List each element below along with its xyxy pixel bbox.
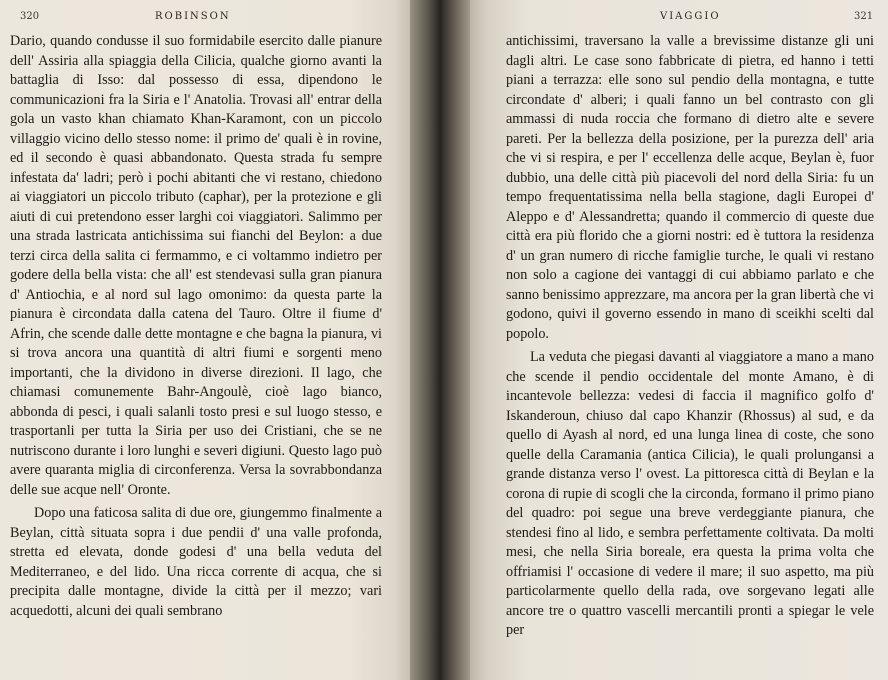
running-head: ROBINSON bbox=[155, 11, 231, 22]
page-body bbox=[506, 32, 874, 645]
book-gutter bbox=[410, 0, 470, 680]
paragraph: Dario, quando condusse il suo formidabile esercito dalle pianure dell' Assiria alla spiaggia della Cilicia, qualche giorno avanti la battaglia di Isso: dal possesso di essa, dipendono le communicazioni fra la Siria e l' Anatolia. Trovasi all' entrar della gola un vasto khan chiamato Khan-Karamont, con un piccolo villaggio vicino dello stesso nome: il primo de' quali è in rovine, ed il secondo è quasi abbandonato. Questa strada fu sempre infestata da' ladri; però i pochi abitanti che vi restano, chiedono ai viaggiatori un piccolo tributo (caphar), per la protezione e gli aiuti di cui pretendono esser larghi coi viaggiatori. Salimmo per una strada lastricata antichissima sui fianchi del Beylon: a due terzi circa della salita ci fermammo, e ci voltammo indietro per godere della bella vista: che all' est stendevasi sulla gran pianura d' Antiochia, e al nord sul lago omonimo: da questa parte la pianura è circondata dalla catena del Tauro. Oltre il fiume d' Afrin, che scende dalle dette montagne e che bagna la pianura, vi si trova ancora una quantità di altri fiumi e sorgenti meno importanti, che la dividono in diverse direzioni. Il lago, che chiamasi comunemente Bahr-Angoulè, cioè lago bianco, abbonda di pesci, i quali salanli tosto presi e sul luogo stesso, e trasportanli per tutta la Siria per uso dei Cristiani, che se ne nutriscono durante i loro lunghi e severi digiuni. Questo lago può avere quaranta miglia di circonferenza. Versa la sovrabbondanza delle sue acque nell' Oronte. bbox=[10, 33, 382, 498]
page-number: 321 bbox=[854, 11, 874, 22]
page-number: 320 bbox=[20, 11, 40, 22]
paragraph: Dopo una faticosa salita di due ore, giungemmo finalmente a Beylan, città situata sopra i due pendii d' una valle profonda, stretta ed elevata, donde godesi d' una bella veduta del Mediterraneo, e del lido. Una ricca corrente di acqua, che si precipita dalle montagne, divide la città per il mezzo; vari acquedotti, alcuni dei quali sembrano bbox=[10, 505, 382, 619]
page-body bbox=[10, 32, 382, 625]
paragraph: antichissimi, traversano la valle a brevissime distanze gli uni dagli altri. Le case sono fabbricate di pietra, ed hanno i tetti piani a terrazza: elle sono sul pendio della montagna, e tutte circondate d' alberi; i quali fanno un bel contrasto con gli ammassi di nuda roccia che formano di dietro alte e severe pareti. Per la bellezza della posizione, per la purezza dell' aria che vi si respira, e per l' eccellenza delle acque, Beylan è, fuor dubbio, una delle città più piacevoli del nord della Siria: fu un tempo frequentatissima nella bella stagione, dagli Europei d' Aleppo e d' Alessandretta; quando il commercio di queste due città era più florido che a giorni nostri: ed è tuttora la residenza d' un gran numero di ricche famiglie turche, le quali vi restano non solo a cagione dei vantaggi di cui abbiamo parlato e che sanno benissimo apprezzare, ma ancora per la gran libertà che vi godono, quivi il governo essendo in mano di sceikhi scelti dal popolo. bbox=[506, 33, 874, 342]
right-page bbox=[470, 0, 888, 680]
paragraph: La veduta che piegasi davanti al viaggiatore a mano a mano che scende il pendio occidentale del monte Amano, è di incantevole bellezza: vedesi di faccia il magnifico golfo d' Iskanderoun, chiuso dal capo Khanzir (Rhossus) al sud, e da quello di Ayash al nord, ed una lunga linea di coste, che sono quelle della Caramania (antica Cilicia), le quali prolungansi a grande distanza verso l' ovest. La pittoresca città di Beylan e la corona di rupie di scogli che la circonda, formano il primo piano del quadro: poi segue una breve verdeggiante pianura, che stendesi fino al lido, e sembra perfettamente coltivata. Da molti mesi, che nella Siria boreale, era questa la prima volta che offriamisi l' occasione di vedere il mare; il suo aspetto, ma più particolarmente quello della rada, ove sorgevano legati alle ancore tre o quattro vascelli mercantili pronti a spiegar le vele per bbox=[506, 349, 874, 638]
running-head: VIAGGIO bbox=[660, 11, 721, 22]
left-page bbox=[0, 0, 410, 680]
